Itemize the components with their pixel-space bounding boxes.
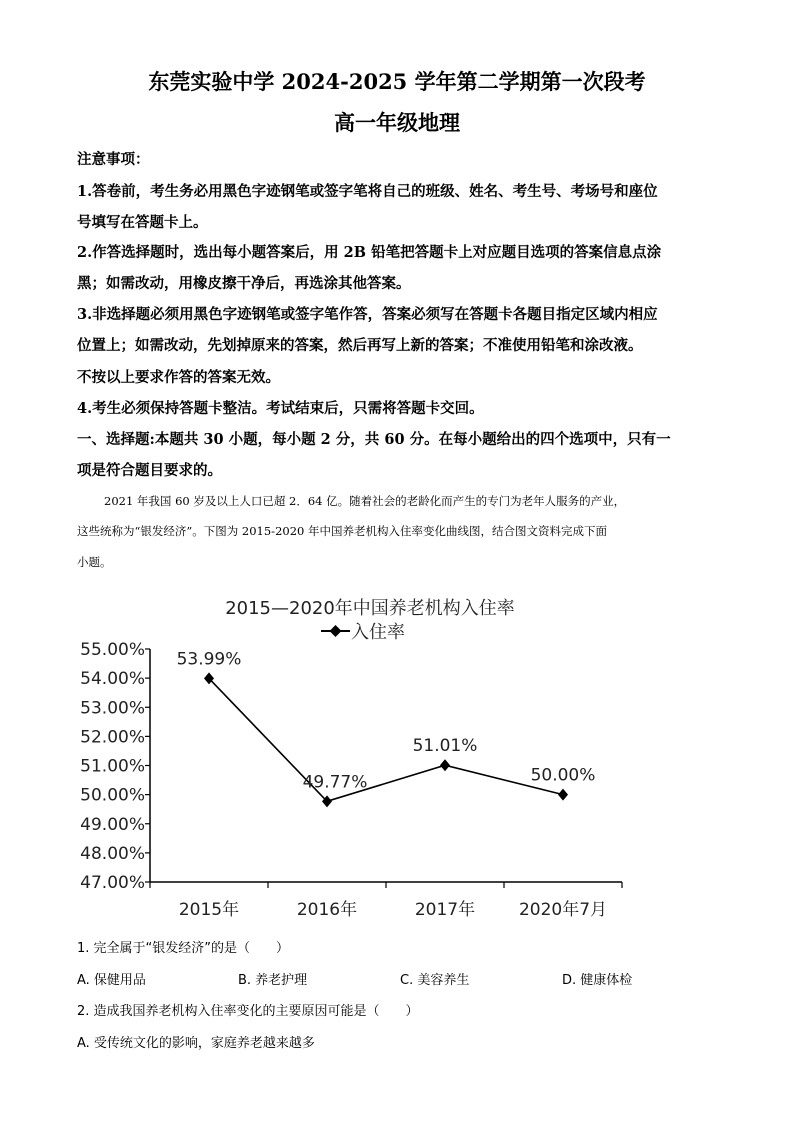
option-a[interactable]: A. 保健用品 — [77, 973, 146, 988]
section-heading: 一、选择题:本题共 30 小题，每小题 2 分，共 60 分。在每小题给出的四个选项中，只有一 — [77, 431, 671, 448]
note-line: 黑；如需改动，用橡皮擦干净后，再选涂其他答案。 — [77, 275, 411, 292]
question-1-stem: 1. 完全属于“银发经济”的是（ ） — [77, 941, 290, 956]
note-line: 4.考生必须保持答题卡整洁。考试结束后，只需将答题卡交回。 — [77, 400, 484, 417]
note-line: 3.非选择题必须用黑色字迹钢笔或签字笔作答，答案必须写在答题卡各题目指定区域内相应 — [77, 306, 658, 323]
data-label: 51.01% — [412, 736, 478, 757]
x-tick-label: 2016年 — [296, 900, 358, 920]
y-tick-label: 53.00% — [80, 698, 145, 719]
chart-title: 2015—2020年中国养老机构入住率 — [225, 598, 515, 619]
line-chart — [0, 590, 794, 930]
option-b[interactable]: B. 养老护理 — [238, 973, 308, 988]
x-tick-label: 2017年 — [414, 900, 476, 920]
legend — [321, 622, 405, 643]
option-d[interactable]: D. 健康体检 — [562, 973, 633, 988]
series-line — [209, 678, 563, 801]
option-a[interactable]: A. 受传统文化的影响，家庭养老越来越多 — [77, 1036, 315, 1051]
note-line: 1.答卷前，考生务必用黑色字迹钢笔或签字笔将自己的班级、姓名、考生号、考场号和座位 — [77, 183, 658, 200]
option-c[interactable]: C. 美容养生 — [400, 973, 470, 988]
data-label: 49.77% — [302, 772, 368, 793]
x-tick-label: 2015年 — [178, 900, 240, 920]
note-line: 号填写在答题卡上。 — [77, 214, 208, 231]
data-label: 50.00% — [530, 765, 596, 786]
y-tick-label: 55.00% — [80, 640, 145, 660]
y-tick-label: 48.00% — [80, 843, 145, 864]
section-heading: 项是符合题目要求的。 — [77, 462, 222, 479]
y-axis-ticks — [80, 640, 150, 893]
intro-line: 2021 年我国 60 岁及以上人口已超 2．64 亿。随着社会的老龄化而产生的专门为老年人服务的产业， — [104, 494, 626, 508]
intro-line: 小题。 — [77, 555, 112, 569]
legend-label: 入住率 — [351, 622, 405, 643]
note-line: 不按以上要求作答的答案无效。 — [77, 369, 280, 386]
notes-heading: 注意事项： — [77, 151, 150, 168]
y-tick-label: 47.00% — [80, 873, 145, 893]
exam-subtitle: 高一年级地理 — [334, 110, 460, 135]
data-point — [558, 789, 568, 801]
y-tick-label: 54.00% — [80, 669, 145, 690]
legend-marker — [330, 625, 342, 637]
exam-title: 东莞实验中学 2024-2025 学年第二学期第一次段考 — [148, 69, 646, 94]
x-tick-label: 2020年7月 — [518, 900, 608, 920]
y-tick-label: 49.00% — [80, 814, 145, 835]
note-line: 位置上；如需改动，先划掉原来的答案，然后再写上新的答案；不准使用铅笔和涂改液。 — [77, 337, 643, 354]
y-tick-label: 52.00% — [80, 727, 145, 748]
data-point — [440, 759, 450, 771]
data-label: 53.99% — [176, 649, 242, 670]
y-tick-label: 51.00% — [80, 756, 145, 777]
series-line — [177, 649, 596, 807]
x-axis-ticks — [150, 882, 622, 920]
question-2-stem: 2. 造成我国养老机构入住率变化的主要原因可能是（ ） — [77, 1004, 419, 1019]
note-line: 2.作答选择题时，选出每小题答案后，用 2B 铅笔把答题卡上对应题目选项的答案信息点涂 — [77, 244, 662, 261]
y-tick-label: 50.00% — [80, 785, 145, 806]
intro-line: 这些统称为“银发经济”。下图为 2015-2020 年中国养老机构入住率变化曲线图，结合图文资料完成下面 — [77, 524, 607, 538]
